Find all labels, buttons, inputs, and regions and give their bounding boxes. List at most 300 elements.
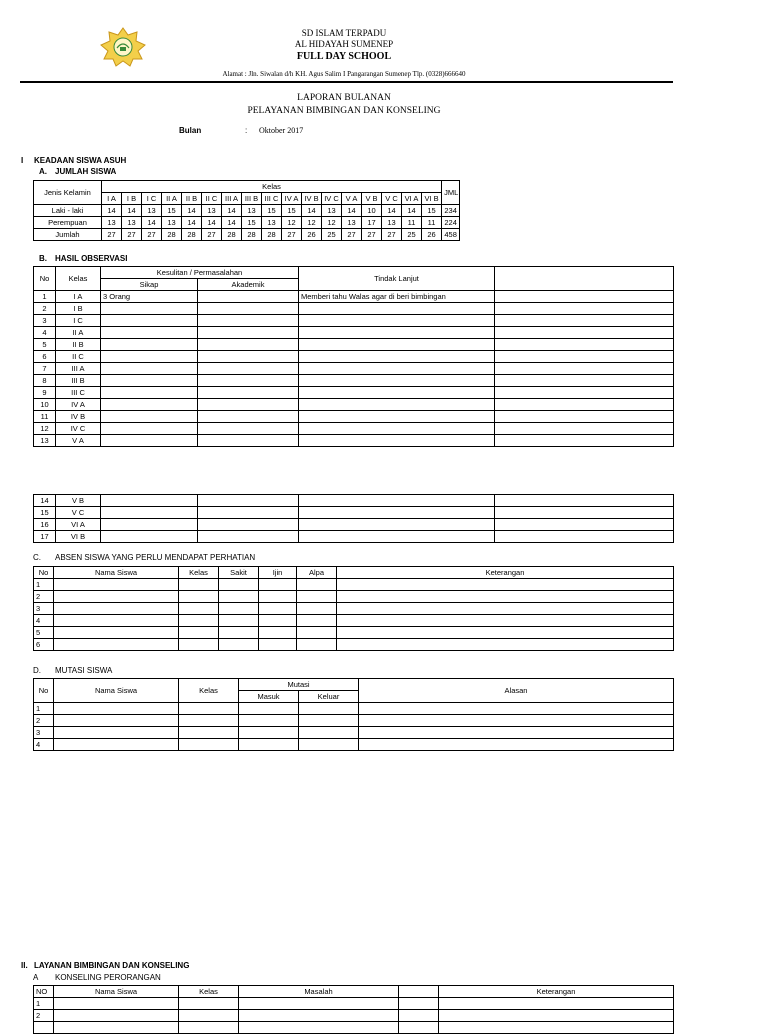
obs-no-cell: 1 — [34, 291, 56, 303]
mutasi-empty-cell — [299, 739, 359, 751]
konseling-empty-cell — [439, 1022, 674, 1034]
bulan-value: Oktober 2017 — [259, 126, 304, 135]
row-label: Laki - laki — [34, 205, 102, 217]
kelas-header: Kelas — [102, 181, 442, 193]
konseling-no-cell: 1 — [34, 998, 54, 1010]
obs-sikap-cell — [101, 507, 198, 519]
obs-extra-cell — [495, 423, 674, 435]
konseling-header-cell: Keterangan — [439, 986, 674, 998]
obs-sikap-cell — [101, 411, 198, 423]
table-row — [34, 1010, 674, 1022]
absen-empty-cell — [54, 579, 179, 591]
obs-extra-cell — [495, 363, 674, 375]
mutasi-kelas-header: Kelas — [179, 679, 239, 703]
konseling-empty-cell — [179, 998, 239, 1010]
mutasi-empty-cell — [359, 727, 674, 739]
class-header-cell: II A — [162, 193, 182, 205]
obs-tindak-cell — [299, 303, 495, 315]
obs-extra-cell — [495, 399, 674, 411]
absen-empty-cell — [179, 603, 219, 615]
count-cell: 14 — [222, 217, 242, 229]
obs-akademik-cell — [198, 387, 299, 399]
absen-empty-cell — [219, 591, 259, 603]
mutasi-empty-cell — [54, 727, 179, 739]
absen-no-cell: 6 — [34, 639, 54, 651]
obs-akademik-cell — [198, 351, 299, 363]
table-row — [34, 507, 674, 519]
absen-empty-cell — [297, 639, 337, 651]
count-cell: 27 — [382, 229, 402, 241]
count-cell: 27 — [202, 229, 222, 241]
absen-header-cell: No — [34, 567, 54, 579]
jumlah-siswa-table — [33, 180, 460, 241]
obs-kelas-cell: IV A — [56, 399, 101, 411]
obs-akademik-cell — [198, 399, 299, 411]
absen-empty-cell — [259, 627, 297, 639]
class-header-cell: I A — [102, 193, 122, 205]
absen-empty-cell — [219, 603, 259, 615]
table-row — [34, 579, 674, 591]
absen-empty-cell — [219, 615, 259, 627]
mutasi-no-cell: 4 — [34, 739, 54, 751]
obs-tindak-cell — [299, 495, 495, 507]
mutasi-table — [33, 678, 674, 751]
absen-empty-cell — [179, 639, 219, 651]
bulan-colon: : — [245, 126, 248, 135]
count-cell: 27 — [342, 229, 362, 241]
konseling-table — [33, 985, 674, 1034]
konseling-empty-cell — [179, 1010, 239, 1022]
count-cell: 28 — [262, 229, 282, 241]
obs-sikap-cell — [101, 519, 198, 531]
absen-no-cell: 4 — [34, 615, 54, 627]
obs-akademik-cell — [198, 327, 299, 339]
obs-kelas-cell: III B — [56, 375, 101, 387]
table-row — [34, 375, 674, 387]
obs-no-cell: 16 — [34, 519, 56, 531]
class-header-cell: III A — [222, 193, 242, 205]
absen-no-cell: 1 — [34, 579, 54, 591]
absen-no-cell: 2 — [34, 591, 54, 603]
table-row — [34, 411, 674, 423]
mutasi-empty-cell — [239, 739, 299, 751]
absen-header-cell: Keterangan — [337, 567, 674, 579]
table-row — [34, 591, 674, 603]
count-cell: 10 — [362, 205, 382, 217]
mutasi-nama-header: Nama Siswa — [54, 679, 179, 703]
table-row — [34, 217, 460, 229]
count-cell: 27 — [122, 229, 142, 241]
obs-tindak-cell — [299, 339, 495, 351]
table-row — [34, 363, 674, 375]
absen-empty-cell — [297, 591, 337, 603]
absen-empty-cell — [54, 615, 179, 627]
count-cell: 14 — [182, 205, 202, 217]
count-cell: 27 — [282, 229, 302, 241]
konseling-empty-cell — [54, 1010, 179, 1022]
observasi-table — [33, 266, 674, 447]
obs-kelas-cell: I B — [56, 303, 101, 315]
obs-akademik-cell — [198, 339, 299, 351]
absen-empty-cell — [297, 627, 337, 639]
mutasi-empty-cell — [179, 715, 239, 727]
konseling-no-cell: 2 — [34, 1010, 54, 1022]
absen-table — [33, 566, 674, 651]
count-cell: 26 — [302, 229, 322, 241]
count-cell: 13 — [382, 217, 402, 229]
konseling-empty-cell — [439, 1010, 674, 1022]
obs-kelas-cell: VI A — [56, 519, 101, 531]
count-cell: 25 — [322, 229, 342, 241]
count-cell: 15 — [422, 205, 442, 217]
obs-extra-cell — [495, 507, 674, 519]
obs-sikap-cell — [101, 375, 198, 387]
konseling-empty-cell — [399, 1010, 439, 1022]
obs-kelas-cell: II C — [56, 351, 101, 363]
class-header-cell: III B — [242, 193, 262, 205]
table-row — [34, 351, 674, 363]
obs-sikap-header: Sikap — [101, 279, 198, 291]
absen-empty-cell — [259, 603, 297, 615]
count-cell: 13 — [102, 217, 122, 229]
obs-extra-cell — [495, 435, 674, 447]
absen-empty-cell — [337, 591, 674, 603]
konseling-empty-cell — [239, 1010, 399, 1022]
obs-sikap-cell — [101, 303, 198, 315]
table-row — [34, 339, 674, 351]
obs-tindak-cell — [299, 519, 495, 531]
konseling-header-cell — [399, 986, 439, 998]
absen-empty-cell — [219, 627, 259, 639]
obs-no-cell: 17 — [34, 531, 56, 543]
absen-empty-cell — [259, 579, 297, 591]
obs-no-cell: 15 — [34, 507, 56, 519]
mutasi-empty-cell — [239, 703, 299, 715]
count-cell: 27 — [142, 229, 162, 241]
obs-no-cell: 2 — [34, 303, 56, 315]
count-cell: 13 — [122, 217, 142, 229]
obs-akademik-cell — [198, 363, 299, 375]
obs-extra-cell — [495, 339, 674, 351]
obs-tindak-cell: Memberi tahu Walas agar di beri bimbingan — [299, 291, 495, 303]
count-cell: 14 — [182, 217, 202, 229]
absen-empty-cell — [337, 615, 674, 627]
mutasi-empty-cell — [179, 739, 239, 751]
obs-sikap-cell — [101, 315, 198, 327]
obs-sikap-cell — [101, 435, 198, 447]
obs-kelas-cell: V C — [56, 507, 101, 519]
count-cell: 13 — [202, 205, 222, 217]
absen-empty-cell — [54, 591, 179, 603]
jenis-kelamin-header: Jenis Kelamin — [34, 181, 102, 205]
count-cell: 14 — [122, 205, 142, 217]
obs-tindak-cell — [299, 423, 495, 435]
mutasi-mutasi-header: Mutasi — [239, 679, 359, 691]
konseling-no-cell — [34, 1022, 54, 1034]
konseling-empty-cell — [179, 1022, 239, 1034]
school-name-line1: SD ISLAM TERPADU — [301, 28, 387, 38]
obs-kelas-cell: I C — [56, 315, 101, 327]
class-header-cell: V B — [362, 193, 382, 205]
absen-empty-cell — [179, 627, 219, 639]
mutasi-empty-cell — [54, 703, 179, 715]
absen-empty-cell — [337, 579, 674, 591]
section-2a-title: KONSELING PERORANGAN — [55, 973, 161, 982]
obs-akademik-cell — [198, 507, 299, 519]
obs-tindak-cell — [299, 411, 495, 423]
table-row — [34, 715, 674, 727]
absen-empty-cell — [337, 627, 674, 639]
obs-kelas-cell: III A — [56, 363, 101, 375]
section-1-number: I — [21, 156, 24, 165]
count-cell: 28 — [222, 229, 242, 241]
observasi-table-continued — [33, 494, 674, 543]
obs-tindak-header: Tindak Lanjut — [299, 267, 495, 291]
count-cell: 28 — [162, 229, 182, 241]
obs-tindak-cell — [299, 363, 495, 375]
table-row — [34, 315, 674, 327]
konseling-header-cell: NO — [34, 986, 54, 998]
table-row — [34, 639, 674, 651]
obs-tindak-cell — [299, 435, 495, 447]
table-row — [34, 435, 674, 447]
obs-extra-cell — [495, 303, 674, 315]
obs-akademik-cell — [198, 531, 299, 543]
class-header-cell: VI B — [422, 193, 442, 205]
count-cell: 13 — [162, 217, 182, 229]
total-cell: 234 — [442, 205, 460, 217]
section-1c-title: ABSEN SISWA YANG PERLU MENDAPAT PERHATIAN — [55, 553, 256, 562]
obs-sikap-cell — [101, 423, 198, 435]
count-cell: 14 — [402, 205, 422, 217]
obs-no-cell: 7 — [34, 363, 56, 375]
mutasi-no-cell: 3 — [34, 727, 54, 739]
obs-kesulitan-header: Kesulitan / Permasalahan — [101, 267, 299, 279]
section-1b-title: HASIL OBSERVASI — [55, 254, 128, 263]
table-row — [34, 727, 674, 739]
absen-empty-cell — [179, 579, 219, 591]
class-header-cell: IV C — [322, 193, 342, 205]
class-header-cell: V C — [382, 193, 402, 205]
konseling-empty-cell — [439, 998, 674, 1010]
count-cell: 28 — [182, 229, 202, 241]
obs-no-cell: 12 — [34, 423, 56, 435]
obs-no-cell: 5 — [34, 339, 56, 351]
obs-no-cell: 3 — [34, 315, 56, 327]
absen-empty-cell — [54, 639, 179, 651]
count-cell: 26 — [422, 229, 442, 241]
table-row — [34, 603, 674, 615]
mutasi-no-header: No — [34, 679, 54, 703]
absen-empty-cell — [259, 639, 297, 651]
count-cell: 14 — [222, 205, 242, 217]
absen-empty-cell — [54, 603, 179, 615]
konseling-empty-cell — [54, 1022, 179, 1034]
report-title-1: LAPORAN BULANAN — [297, 93, 391, 103]
obs-akademik-cell — [198, 423, 299, 435]
obs-tindak-cell — [299, 327, 495, 339]
table-row — [34, 627, 674, 639]
table-row — [34, 205, 460, 217]
obs-akademik-cell — [198, 411, 299, 423]
obs-sikap-cell: 3 Orang — [101, 291, 198, 303]
absen-empty-cell — [297, 615, 337, 627]
section-2a-label: A — [33, 973, 39, 982]
table-row — [34, 531, 674, 543]
obs-tindak-cell — [299, 315, 495, 327]
obs-akademik-cell — [198, 375, 299, 387]
mutasi-alasan-header: Alasan — [359, 679, 674, 703]
school-address: Alamat : Jln. Siwalan d/h KH. Agus Salim I Pangarangan Sumenep Tlp. (0328)666640 — [222, 70, 466, 78]
obs-extra-cell — [495, 519, 674, 531]
count-cell: 27 — [362, 229, 382, 241]
class-header-cell: I B — [122, 193, 142, 205]
mutasi-masuk-header: Masuk — [239, 691, 299, 703]
obs-kelas-cell: V B — [56, 495, 101, 507]
absen-no-cell: 5 — [34, 627, 54, 639]
obs-kelas-cell: IV C — [56, 423, 101, 435]
obs-sikap-cell — [101, 495, 198, 507]
obs-no-cell: 10 — [34, 399, 56, 411]
section-1a-title: JUMLAH SISWA — [55, 167, 117, 176]
obs-kelas-cell: IV B — [56, 411, 101, 423]
count-cell: 15 — [162, 205, 182, 217]
report-title-2: PELAYANAN BIMBINGAN DAN KONSELING — [247, 106, 441, 116]
mutasi-no-cell: 1 — [34, 703, 54, 715]
row-label: Perempuan — [34, 217, 102, 229]
table-row — [34, 1022, 674, 1034]
class-header-cell: II B — [182, 193, 202, 205]
obs-extra-cell — [495, 351, 674, 363]
jml-header: JML — [442, 181, 460, 205]
section-1b-label: B. — [39, 254, 47, 263]
mutasi-empty-cell — [54, 715, 179, 727]
class-header-cell: VI A — [402, 193, 422, 205]
count-cell: 28 — [242, 229, 262, 241]
count-cell: 27 — [102, 229, 122, 241]
count-cell: 13 — [262, 217, 282, 229]
obs-extra-cell — [495, 387, 674, 399]
mutasi-empty-cell — [54, 739, 179, 751]
obs-kelas-header: Kelas — [56, 267, 101, 291]
class-header-cell: V A — [342, 193, 362, 205]
mutasi-empty-cell — [299, 727, 359, 739]
count-cell: 14 — [142, 217, 162, 229]
mutasi-keluar-header: Keluar — [299, 691, 359, 703]
obs-no-cell: 6 — [34, 351, 56, 363]
mutasi-empty-cell — [179, 727, 239, 739]
obs-sikap-cell — [101, 387, 198, 399]
section-1a-label: A. — [39, 167, 47, 176]
mutasi-empty-cell — [359, 715, 674, 727]
table-row — [34, 423, 674, 435]
obs-tindak-cell — [299, 375, 495, 387]
obs-extra-cell — [495, 531, 674, 543]
table-row — [34, 519, 674, 531]
count-cell: 15 — [282, 205, 302, 217]
section-1c-label: C. — [33, 553, 41, 562]
obs-kelas-cell: II B — [56, 339, 101, 351]
absen-empty-cell — [179, 615, 219, 627]
absen-empty-cell — [54, 627, 179, 639]
table-row — [34, 303, 674, 315]
mutasi-empty-cell — [239, 727, 299, 739]
table-row — [34, 387, 674, 399]
count-cell: 12 — [282, 217, 302, 229]
count-cell: 12 — [302, 217, 322, 229]
absen-header-cell: Alpa — [297, 567, 337, 579]
count-cell: 12 — [322, 217, 342, 229]
count-cell: 15 — [262, 205, 282, 217]
count-cell: 13 — [342, 217, 362, 229]
mutasi-empty-cell — [239, 715, 299, 727]
section-2-number: II. — [21, 961, 28, 970]
school-name-line2: AL HIDAYAH SUMENEP — [294, 39, 394, 49]
count-cell: 11 — [422, 217, 442, 229]
obs-tindak-cell — [299, 351, 495, 363]
absen-empty-cell — [297, 603, 337, 615]
obs-kelas-cell: V A — [56, 435, 101, 447]
obs-sikap-cell — [101, 363, 198, 375]
obs-sikap-cell — [101, 327, 198, 339]
count-cell: 14 — [102, 205, 122, 217]
table-row — [34, 615, 674, 627]
obs-extra-cell — [495, 375, 674, 387]
class-header-cell: III C — [262, 193, 282, 205]
count-cell: 25 — [402, 229, 422, 241]
absen-header-cell: Sakit — [219, 567, 259, 579]
absen-empty-cell — [337, 603, 674, 615]
table-row — [34, 998, 674, 1010]
obs-kelas-cell: VI B — [56, 531, 101, 543]
konseling-empty-cell — [239, 1022, 399, 1034]
absen-empty-cell — [297, 579, 337, 591]
obs-akademik-cell — [198, 435, 299, 447]
table-row — [34, 291, 674, 303]
bulan-label: Bulan — [179, 126, 202, 135]
obs-no-cell: 14 — [34, 495, 56, 507]
section-1d-label: D. — [33, 666, 41, 675]
count-cell: 13 — [242, 205, 262, 217]
absen-empty-cell — [179, 591, 219, 603]
obs-tindak-cell — [299, 387, 495, 399]
count-cell: 14 — [202, 217, 222, 229]
obs-sikap-cell — [101, 399, 198, 411]
section-2-title: LAYANAN BIMBINGAN DAN KONSELING — [34, 961, 190, 970]
obs-tindak-cell — [299, 531, 495, 543]
table-row — [34, 703, 674, 715]
konseling-header-cell: Kelas — [179, 986, 239, 998]
konseling-header-cell: Masalah — [239, 986, 399, 998]
obs-no-cell: 13 — [34, 435, 56, 447]
count-cell: 17 — [362, 217, 382, 229]
school-name-line3: FULL DAY SCHOOL — [296, 51, 392, 62]
row-label: Jumlah — [34, 229, 102, 241]
obs-sikap-cell — [101, 531, 198, 543]
absen-empty-cell — [337, 639, 674, 651]
header-divider — [20, 81, 673, 83]
table-row — [34, 399, 674, 411]
count-cell: 13 — [142, 205, 162, 217]
count-cell: 11 — [402, 217, 422, 229]
obs-akademik-cell — [198, 315, 299, 327]
obs-no-cell: 9 — [34, 387, 56, 399]
mutasi-empty-cell — [299, 703, 359, 715]
obs-akademik-header: Akademik — [198, 279, 299, 291]
class-header-cell: IV B — [302, 193, 322, 205]
obs-extra-cell — [495, 315, 674, 327]
class-header-cell: I C — [142, 193, 162, 205]
